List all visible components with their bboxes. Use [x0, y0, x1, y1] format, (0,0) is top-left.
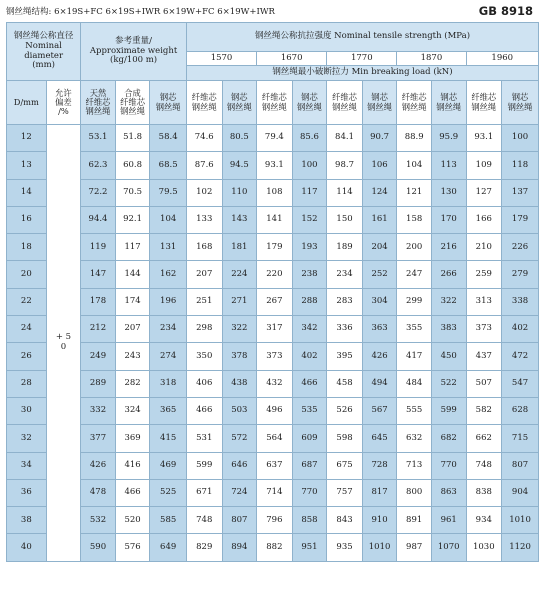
steel-core-load-header: 钢芯 钢丝绳 [292, 81, 327, 125]
breaking-load-cell: 104 [397, 152, 432, 179]
steel-core-load-header: 钢芯 钢丝绳 [502, 81, 539, 125]
breaking-load-cell: 935 [327, 534, 363, 561]
breaking-load-cell: 118 [502, 152, 539, 179]
breaking-load-cell: 168 [186, 234, 222, 261]
diameter-cell: 18 [7, 234, 47, 261]
breaking-load-cell: 267 [257, 288, 293, 315]
weight-cell: 426 [81, 452, 116, 479]
breaking-load-cell: 271 [222, 288, 257, 315]
breaking-load-cell: 748 [466, 452, 502, 479]
breaking-load-cell: 598 [327, 425, 363, 452]
table-row [7, 452, 539, 479]
breaking-load-cell: 599 [186, 452, 222, 479]
steel-core-load-header: 钢芯 钢丝绳 [362, 81, 397, 125]
breaking-load-cell: 904 [502, 479, 539, 506]
breaking-load-cell: 79.4 [257, 125, 293, 152]
diameter-header: 钢丝绳公称直径 Nominal diameter (mm) [7, 23, 81, 81]
breaking-load-cell: 336 [327, 316, 363, 343]
breaking-load-cell: 143 [222, 206, 257, 233]
diameter-cell: 22 [7, 288, 47, 315]
breaking-load-cell: 687 [292, 452, 327, 479]
steel-core-weight-header: 钢芯 钢丝绳 [150, 81, 187, 125]
breaking-load-cell: 829 [186, 534, 222, 561]
breaking-load-cell: 304 [362, 288, 397, 315]
breaking-load-header: 钢丝绳最小破断拉力 Min breaking load (kN) [186, 66, 538, 81]
breaking-load-cell: 117 [292, 179, 327, 206]
breaking-load-cell: 748 [186, 507, 222, 534]
weight-cell: 289 [81, 370, 116, 397]
breaking-load-cell: 662 [466, 425, 502, 452]
weight-cell: 53.1 [81, 125, 116, 152]
weight-cell: 377 [81, 425, 116, 452]
weight-cell: 60.8 [115, 152, 150, 179]
weight-cell: 234 [150, 316, 187, 343]
weight-cell: 144 [115, 261, 150, 288]
breaking-load-cell: 894 [222, 534, 257, 561]
breaking-load-cell: 152 [292, 206, 327, 233]
breaking-load-cell: 1070 [431, 534, 466, 561]
breaking-load-cell: 279 [502, 261, 539, 288]
breaking-load-cell: 161 [362, 206, 397, 233]
breaking-load-cell: 363 [362, 316, 397, 343]
natural-fiber-core-weight-header: 天然 纤维芯 钢丝绳 [81, 81, 116, 125]
table-row [7, 316, 539, 343]
breaking-load-cell: 1030 [466, 534, 502, 561]
breaking-load-cell: 179 [257, 234, 293, 261]
breaking-load-cell: 204 [362, 234, 397, 261]
table-row [7, 534, 539, 561]
breaking-load-cell: 713 [397, 452, 432, 479]
weight-cell: 58.4 [150, 125, 187, 152]
breaking-load-cell: 133 [186, 206, 222, 233]
fiber-core-load-header: 纤维芯 钢丝绳 [397, 81, 432, 125]
table-row [7, 261, 539, 288]
breaking-load-cell: 671 [186, 479, 222, 506]
weight-cell: 369 [115, 425, 150, 452]
breaking-load-cell: 951 [292, 534, 327, 561]
breaking-load-cell: 637 [257, 452, 293, 479]
breaking-load-cell: 496 [257, 397, 293, 424]
diameter-cell: 34 [7, 452, 47, 479]
breaking-load-cell: 426 [362, 343, 397, 370]
breaking-load-cell: 675 [327, 452, 363, 479]
weight-cell: 104 [150, 206, 187, 233]
breaking-load-cell: 298 [186, 316, 222, 343]
weight-cell: 147 [81, 261, 116, 288]
weight-cell: 243 [115, 343, 150, 370]
table-row [7, 206, 539, 233]
breaking-load-cell: 355 [397, 316, 432, 343]
breaking-load-cell: 141 [257, 206, 293, 233]
breaking-load-cell: 526 [327, 397, 363, 424]
diameter-cell: 24 [7, 316, 47, 343]
weight-cell: 79.5 [150, 179, 187, 206]
breaking-load-cell: 646 [222, 452, 257, 479]
breaking-load-cell: 113 [431, 152, 466, 179]
diameter-cell: 40 [7, 534, 47, 561]
breaking-load-cell: 322 [431, 288, 466, 315]
breaking-load-cell: 80.5 [222, 125, 257, 152]
breaking-load-cell: 484 [397, 370, 432, 397]
breaking-load-cell: 181 [222, 234, 257, 261]
table-row [7, 234, 539, 261]
steel-core-load-header: 钢芯 钢丝绳 [431, 81, 466, 125]
breaking-load-cell: 102 [186, 179, 222, 206]
breaking-load-cell: 189 [327, 234, 363, 261]
diameter-cell: 30 [7, 397, 47, 424]
table-row [7, 343, 539, 370]
tolerance-minus: 0 [60, 341, 67, 352]
weight-cell: 324 [115, 397, 150, 424]
weight-cell: 131 [150, 234, 187, 261]
weight-cell: 318 [150, 370, 187, 397]
tolerance-plus: + 5 [55, 332, 72, 343]
breaking-load-cell: 450 [431, 343, 466, 370]
breaking-load-cell: 114 [327, 179, 363, 206]
grade-cell: 1960 [466, 52, 539, 66]
breaking-load-cell: 503 [222, 397, 257, 424]
table-row [7, 179, 539, 206]
weight-cell: 415 [150, 425, 187, 452]
breaking-load-cell: 238 [292, 261, 327, 288]
diameter-cell: 16 [7, 206, 47, 233]
breaking-load-cell: 757 [327, 479, 363, 506]
breaking-load-cell: 210 [466, 234, 502, 261]
weight-header: 参考重量/ Approximate weight (kg/100 m) [81, 23, 187, 81]
breaking-load-cell: 645 [362, 425, 397, 452]
breaking-load-cell: 137 [502, 179, 539, 206]
breaking-load-cell: 193 [292, 234, 327, 261]
breaking-load-cell: 350 [186, 343, 222, 370]
breaking-load-cell: 910 [362, 507, 397, 534]
weight-cell: 174 [115, 288, 150, 315]
breaking-load-cell: 724 [222, 479, 257, 506]
breaking-load-cell: 632 [397, 425, 432, 452]
breaking-load-cell: 628 [502, 397, 539, 424]
breaking-load-cell: 108 [257, 179, 293, 206]
breaking-load-cell: 770 [431, 452, 466, 479]
breaking-load-cell: 807 [222, 507, 257, 534]
breaking-load-cell: 458 [327, 370, 363, 397]
weight-cell: 274 [150, 343, 187, 370]
breaking-load-cell: 417 [397, 343, 432, 370]
breaking-load-cell: 715 [502, 425, 539, 452]
weight-cell: 649 [150, 534, 187, 561]
breaking-load-cell: 252 [362, 261, 397, 288]
weight-cell: 207 [115, 316, 150, 343]
fiber-core-load-header: 纤维芯 钢丝绳 [466, 81, 502, 125]
breaking-load-cell: 987 [397, 534, 432, 561]
breaking-load-cell: 170 [431, 206, 466, 233]
breaking-load-cell: 843 [327, 507, 363, 534]
breaking-load-cell: 507 [466, 370, 502, 397]
breaking-load-cell: 599 [431, 397, 466, 424]
breaking-load-cell: 216 [431, 234, 466, 261]
breaking-load-cell: 87.6 [186, 152, 222, 179]
breaking-load-cell: 1010 [362, 534, 397, 561]
breaking-load-cell: 567 [362, 397, 397, 424]
tolerance-cell [46, 125, 81, 562]
breaking-load-cell: 402 [502, 316, 539, 343]
breaking-load-cell: 109 [466, 152, 502, 179]
table-row [7, 507, 539, 534]
diameter-cell: 26 [7, 343, 47, 370]
diameter-cell: 36 [7, 479, 47, 506]
breaking-load-cell: 74.6 [186, 125, 222, 152]
document-header [6, 4, 539, 20]
fiber-core-load-header: 纤维芯 钢丝绳 [257, 81, 293, 125]
breaking-load-cell: 522 [431, 370, 466, 397]
weight-cell: 196 [150, 288, 187, 315]
breaking-load-cell: 338 [502, 288, 539, 315]
weight-cell: 520 [115, 507, 150, 534]
breaking-load-cell: 150 [327, 206, 363, 233]
breaking-load-cell: 472 [502, 343, 539, 370]
breaking-load-cell: 251 [186, 288, 222, 315]
breaking-load-cell: 166 [466, 206, 502, 233]
breaking-load-cell: 1120 [502, 534, 539, 561]
weight-cell: 178 [81, 288, 116, 315]
breaking-load-cell: 770 [292, 479, 327, 506]
weight-cell: 117 [115, 234, 150, 261]
breaking-load-cell: 438 [222, 370, 257, 397]
breaking-load-cell: 817 [362, 479, 397, 506]
breaking-load-cell: 402 [292, 343, 327, 370]
weight-cell: 94.4 [81, 206, 116, 233]
tensile-strength-header: 钢丝绳公称抗拉强度 Nominal tensile strength (MPa) [186, 23, 538, 52]
breaking-load-cell: 127 [466, 179, 502, 206]
table-row [7, 288, 539, 315]
weight-cell: 162 [150, 261, 187, 288]
header-row-1 [7, 23, 539, 52]
breaking-load-cell: 682 [431, 425, 466, 452]
steel-core-load-header: 钢芯 钢丝绳 [222, 81, 257, 125]
diameter-cell: 32 [7, 425, 47, 452]
breaking-load-cell: 934 [466, 507, 502, 534]
breaking-load-cell: 226 [502, 234, 539, 261]
weight-cell: 478 [81, 479, 116, 506]
weight-cell: 469 [150, 452, 187, 479]
breaking-load-cell: 609 [292, 425, 327, 452]
breaking-load-cell: 383 [431, 316, 466, 343]
breaking-load-cell: 121 [397, 179, 432, 206]
breaking-load-cell: 728 [362, 452, 397, 479]
weight-cell: 416 [115, 452, 150, 479]
breaking-load-cell: 207 [186, 261, 222, 288]
table-row [7, 370, 539, 397]
weight-cell: 585 [150, 507, 187, 534]
weight-cell: 249 [81, 343, 116, 370]
grade-cell: 1570 [186, 52, 256, 66]
breaking-load-cell: 179 [502, 206, 539, 233]
breaking-load-cell: 406 [186, 370, 222, 397]
breaking-load-cell: 130 [431, 179, 466, 206]
column-header-row [7, 81, 539, 125]
table-row [7, 125, 539, 152]
breaking-load-cell: 373 [466, 316, 502, 343]
breaking-load-cell: 299 [397, 288, 432, 315]
table-row [7, 397, 539, 424]
breaking-load-cell: 288 [292, 288, 327, 315]
breaking-load-cell: 395 [327, 343, 363, 370]
breaking-load-cell: 247 [397, 261, 432, 288]
breaking-load-cell: 106 [362, 152, 397, 179]
breaking-load-cell: 85.6 [292, 125, 327, 152]
weight-cell: 92.1 [115, 206, 150, 233]
weight-cell: 51.8 [115, 125, 150, 152]
breaking-load-cell: 342 [292, 316, 327, 343]
breaking-load-cell: 234 [327, 261, 363, 288]
breaking-load-cell: 838 [466, 479, 502, 506]
weight-cell: 532 [81, 507, 116, 534]
grade-cell: 1670 [257, 52, 327, 66]
breaking-load-cell: 432 [257, 370, 293, 397]
table-row [7, 479, 539, 506]
fiber-core-load-header: 纤维芯 钢丝绳 [186, 81, 222, 125]
breaking-load-cell: 94.5 [222, 152, 257, 179]
tolerance-column-header: 允许 偏差 /% [46, 81, 81, 125]
breaking-load-cell: 494 [362, 370, 397, 397]
breaking-load-cell: 373 [257, 343, 293, 370]
weight-cell: 590 [81, 534, 116, 561]
breaking-load-cell: 200 [397, 234, 432, 261]
weight-cell: 72.2 [81, 179, 116, 206]
breaking-load-cell: 466 [186, 397, 222, 424]
breaking-load-cell: 1010 [502, 507, 539, 534]
breaking-load-cell: 100 [502, 125, 539, 152]
grade-cell: 1770 [327, 52, 397, 66]
breaking-load-cell: 88.9 [397, 125, 432, 152]
synthetic-fiber-core-weight-header: 合成 纤维芯 钢丝绳 [115, 81, 150, 125]
breaking-load-cell: 158 [397, 206, 432, 233]
weight-cell: 68.5 [150, 152, 187, 179]
breaking-load-cell: 531 [186, 425, 222, 452]
weight-cell: 332 [81, 397, 116, 424]
diameter-cell: 38 [7, 507, 47, 534]
fiber-core-load-header: 纤维芯 钢丝绳 [327, 81, 363, 125]
diameter-cell: 14 [7, 179, 47, 206]
breaking-load-cell: 800 [397, 479, 432, 506]
breaking-load-cell: 882 [257, 534, 293, 561]
table-row [7, 152, 539, 179]
diameter-cell: 28 [7, 370, 47, 397]
breaking-load-cell: 714 [257, 479, 293, 506]
breaking-load-cell: 266 [431, 261, 466, 288]
table-row [7, 425, 539, 452]
breaking-load-cell: 90.7 [362, 125, 397, 152]
grade-cell: 1870 [397, 52, 466, 66]
breaking-load-cell: 572 [222, 425, 257, 452]
d-column-header: D/mm [7, 81, 47, 125]
breaking-load-cell: 110 [222, 179, 257, 206]
breaking-load-cell: 555 [397, 397, 432, 424]
breaking-load-cell: 322 [222, 316, 257, 343]
breaking-load-cell: 863 [431, 479, 466, 506]
breaking-load-cell: 547 [502, 370, 539, 397]
breaking-load-cell: 124 [362, 179, 397, 206]
weight-cell: 62.3 [81, 152, 116, 179]
breaking-load-cell: 891 [397, 507, 432, 534]
breaking-load-cell: 283 [327, 288, 363, 315]
weight-cell: 576 [115, 534, 150, 561]
weight-cell: 70.5 [115, 179, 150, 206]
breaking-load-cell: 84.1 [327, 125, 363, 152]
weight-cell: 365 [150, 397, 187, 424]
breaking-load-cell: 564 [257, 425, 293, 452]
breaking-load-cell: 317 [257, 316, 293, 343]
breaking-load-cell: 224 [222, 261, 257, 288]
breaking-load-cell: 313 [466, 288, 502, 315]
breaking-load-cell: 93.1 [466, 125, 502, 152]
breaking-load-cell: 98.7 [327, 152, 363, 179]
standard-code: GB 8918 [478, 4, 533, 18]
weight-cell: 466 [115, 479, 150, 506]
breaking-load-cell: 961 [431, 507, 466, 534]
breaking-load-cell: 93.1 [257, 152, 293, 179]
breaking-load-cell: 437 [466, 343, 502, 370]
breaking-load-cell: 535 [292, 397, 327, 424]
breaking-load-cell: 95.9 [431, 125, 466, 152]
breaking-load-cell: 220 [257, 261, 293, 288]
breaking-load-cell: 259 [466, 261, 502, 288]
diameter-cell: 12 [7, 125, 47, 152]
rope-structure-label: 钢丝绳结构: 6×19S+FC 6×19S+IWR 6×19W+FC 6×19W+IWR [6, 7, 275, 17]
breaking-load-cell: 858 [292, 507, 327, 534]
breaking-load-cell: 378 [222, 343, 257, 370]
breaking-load-cell: 466 [292, 370, 327, 397]
diameter-cell: 20 [7, 261, 47, 288]
weight-cell: 212 [81, 316, 116, 343]
breaking-load-cell: 582 [466, 397, 502, 424]
weight-cell: 282 [115, 370, 150, 397]
weight-cell: 119 [81, 234, 116, 261]
breaking-load-cell: 807 [502, 452, 539, 479]
spec-table [6, 22, 539, 562]
breaking-load-cell: 796 [257, 507, 293, 534]
diameter-cell: 13 [7, 152, 47, 179]
breaking-load-cell: 100 [292, 152, 327, 179]
weight-cell: 525 [150, 479, 187, 506]
